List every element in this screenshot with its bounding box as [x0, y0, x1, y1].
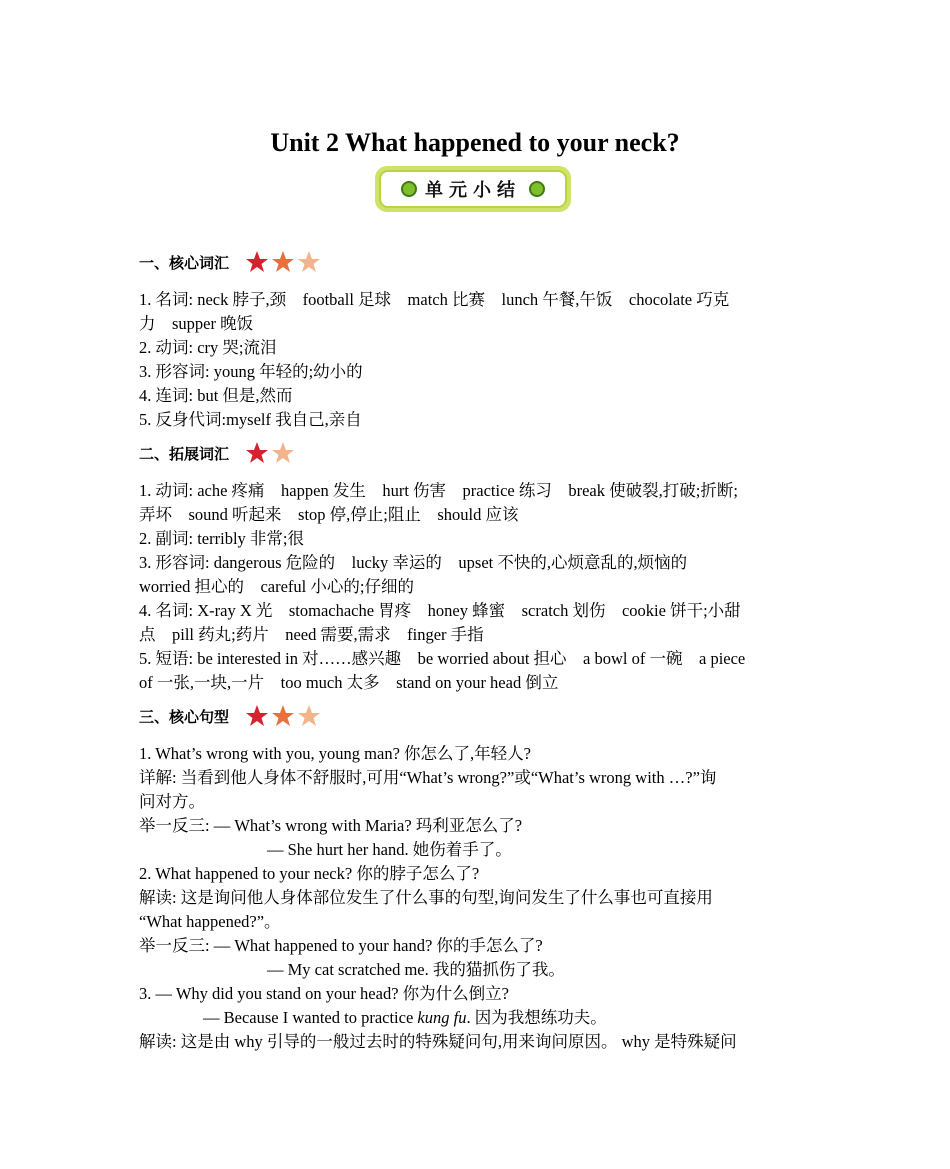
text-line: — She hurt her hand. 她伤着手了。: [267, 840, 512, 859]
green-dot-icon: [529, 181, 545, 197]
text-line: 解读: 这是由 why 引导的一般过去时的特殊疑问句,用来询问原因。 why 是特殊疑问: [139, 1032, 737, 1051]
rating-stars: [245, 441, 297, 465]
text-line: 弄坏 sound 听起来 stop 停,停止;阻止 should 应该: [139, 505, 519, 524]
star-icon: [271, 441, 295, 465]
banner-label: 单元小结: [425, 180, 521, 201]
star-icon: [245, 250, 269, 274]
text-line: 举一反三: — What’s wrong with Maria? 玛利亚怎么了?: [139, 816, 523, 835]
text-line: 点 pill 药丸;药片 need 需要,需求 finger 手指: [139, 625, 484, 644]
text-segment: . 因为我想练功夫。: [466, 1008, 607, 1027]
text-line: 5. 反身代词:myself 我自己,亲自: [139, 410, 362, 429]
summary-banner: [375, 166, 571, 212]
text-line: worried 担心的 careful 小心的;仔细的: [139, 577, 414, 596]
text-line: 2. 动词: cry 哭;流泪: [139, 338, 277, 357]
star-icon: [271, 250, 295, 274]
italic-term: kung fu: [417, 1008, 467, 1027]
section-heading: [139, 702, 811, 730]
text-line: 3. — Why did you stand on your head? 你为什么倒立?: [139, 984, 509, 1003]
text-line: 解读: 这是询问他人身体部位发生了什么事的句型,询问发生了什么事也可直接用: [139, 888, 713, 907]
rating-stars: [245, 704, 323, 728]
summary-banner-inner: [379, 170, 567, 208]
text-segment: — Because I wanted to practice: [203, 1008, 414, 1027]
rating-stars: [245, 250, 323, 274]
text-line: 力 supper 晚饭: [139, 314, 254, 333]
text-line: 3. 形容词: young 年轻的;幼小的: [139, 362, 363, 381]
section-lines: [139, 288, 811, 432]
text-line: 1. What’s wrong with you, young man? 你怎么了,年轻人?: [139, 744, 531, 763]
star-icon: [297, 704, 321, 728]
text-line: 4. 名词: X-ray X 光 stomachache 胃疼 honey 蜂蜜 scratch 划伤 cookie 饼干;小甜: [139, 601, 741, 620]
section-lines: [139, 742, 811, 1054]
star-icon: [271, 704, 295, 728]
green-dot-icon: [401, 181, 417, 197]
text-line: [139, 1006, 811, 1030]
page-title: Unit 2 What happened to your neck?: [270, 128, 680, 157]
section-heading-text: 二、拓展词汇: [139, 444, 230, 463]
text-line: 3. 形容词: dangerous 危险的 lucky 幸运的 upset 不快的,心烦意乱的,烦恼的: [139, 553, 688, 572]
text-line: 详解: 当看到他人身体不舒服时,可用“What’s wrong?”或“What’s wrong with …?”询: [139, 768, 717, 787]
section-core-vocabulary: [139, 248, 811, 432]
star-icon: [245, 704, 269, 728]
text-line: — My cat scratched me. 我的猫抓伤了我。: [267, 960, 565, 979]
text-line: 4. 连词: but 但是,然而: [139, 386, 293, 405]
section-heading-text: 三、核心句型: [139, 707, 230, 726]
section-core-sentences: [139, 702, 811, 1054]
text-line: 2. What happened to your neck? 你的脖子怎么了?: [139, 864, 480, 883]
text-line: 5. 短语: be interested in 对……感兴趣 be worried about 担心 a bowl of 一碗 a piece: [139, 649, 746, 668]
section-heading: [139, 248, 811, 276]
section-heading: [139, 439, 811, 467]
section-heading-text: 一、核心词汇: [139, 253, 230, 272]
text-line: 问对方。: [139, 792, 205, 811]
text-line: 2. 副词: terribly 非常;很: [139, 529, 304, 548]
section-lines: [139, 479, 811, 695]
section-extended-vocabulary: [139, 439, 811, 695]
star-icon: [297, 250, 321, 274]
text-line: 举一反三: — What happened to your hand? 你的手怎么了?: [139, 936, 543, 955]
text-line: “What happened?”。: [139, 912, 281, 931]
text-line: 1. 动词: ache 疼痛 happen 发生 hurt 伤害 practice 练习 break 使破裂,打破;折断;: [139, 481, 738, 500]
text-line: 1. 名词: neck 脖子,颈 football 足球 match 比赛 lunch 午餐,午饭 chocolate 巧克: [139, 290, 730, 309]
star-icon: [245, 441, 269, 465]
text-line: of 一张,一块,一片 too much 太多 stand on your head 倒立: [139, 673, 559, 692]
